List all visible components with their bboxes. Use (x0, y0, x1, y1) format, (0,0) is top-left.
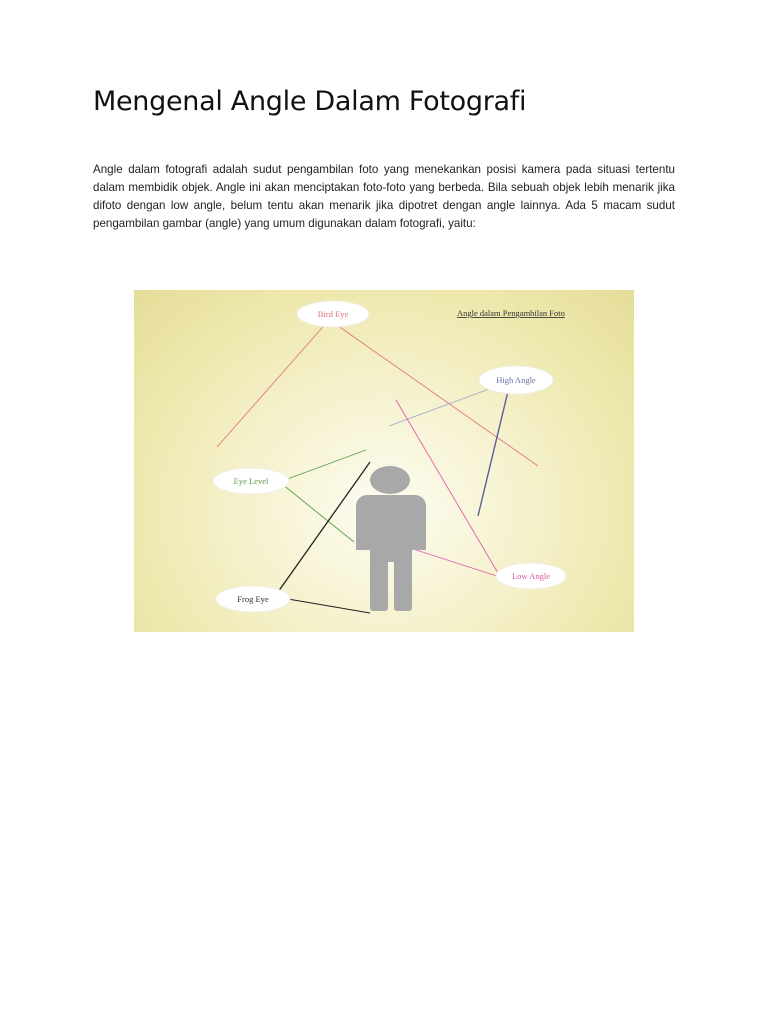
high-angle-label (479, 366, 553, 394)
bird-eye-line-left (217, 320, 329, 447)
person-leg-right (394, 555, 412, 611)
frog-eye-text: Frog Eye (237, 594, 269, 604)
eye-level-lines (282, 450, 366, 542)
angle-diagram (134, 290, 634, 632)
bird-eye-text: Bird Eye (317, 309, 349, 319)
diagram-caption: Angle dalam Pengambilan Foto (457, 308, 565, 318)
eye-level-line-down (282, 484, 354, 542)
angle-diagram-svg (134, 290, 634, 632)
bird-eye-lines (217, 320, 538, 466)
low-angle-line-shallow (410, 548, 500, 577)
eye-level-text: Eye Level (233, 476, 269, 486)
person-arm-right (413, 526, 426, 550)
low-angle-label (496, 563, 566, 589)
high-angle-text: High Angle (496, 375, 536, 385)
person-head (370, 466, 410, 494)
high-angle-line-shallow (389, 385, 500, 426)
person-leg-left (370, 555, 388, 611)
person-arm-left (356, 526, 369, 550)
low-angle-text: Low Angle (511, 571, 551, 581)
frog-eye-label (216, 586, 290, 612)
intro-paragraph: Angle dalam fotografi adalah sudut pengambilan foto yang menekankan posisi kamera pada situasi tertentu dalam membidik objek. Angle ini akan menciptakan foto-foto yang berbeda. Bila sebuah objek lebih menarik jika difoto dengan low angle, belum tentu akan menarik jika dipotret dengan angle lainnya. Ada 5 macam sudut pengambilan gambar (angle) yang umum digunakan dalam fotografi, yaitu: (93, 163, 675, 230)
frog-eye-line-shallow (282, 598, 370, 613)
eye-level-line-up (282, 450, 366, 481)
eye-level-label (213, 468, 289, 494)
high-angle-line-steep (478, 383, 510, 516)
bird-eye-label (297, 301, 369, 327)
page-title: Mengenal Angle Dalam Fotografi (93, 86, 527, 117)
person-figure (356, 466, 426, 611)
